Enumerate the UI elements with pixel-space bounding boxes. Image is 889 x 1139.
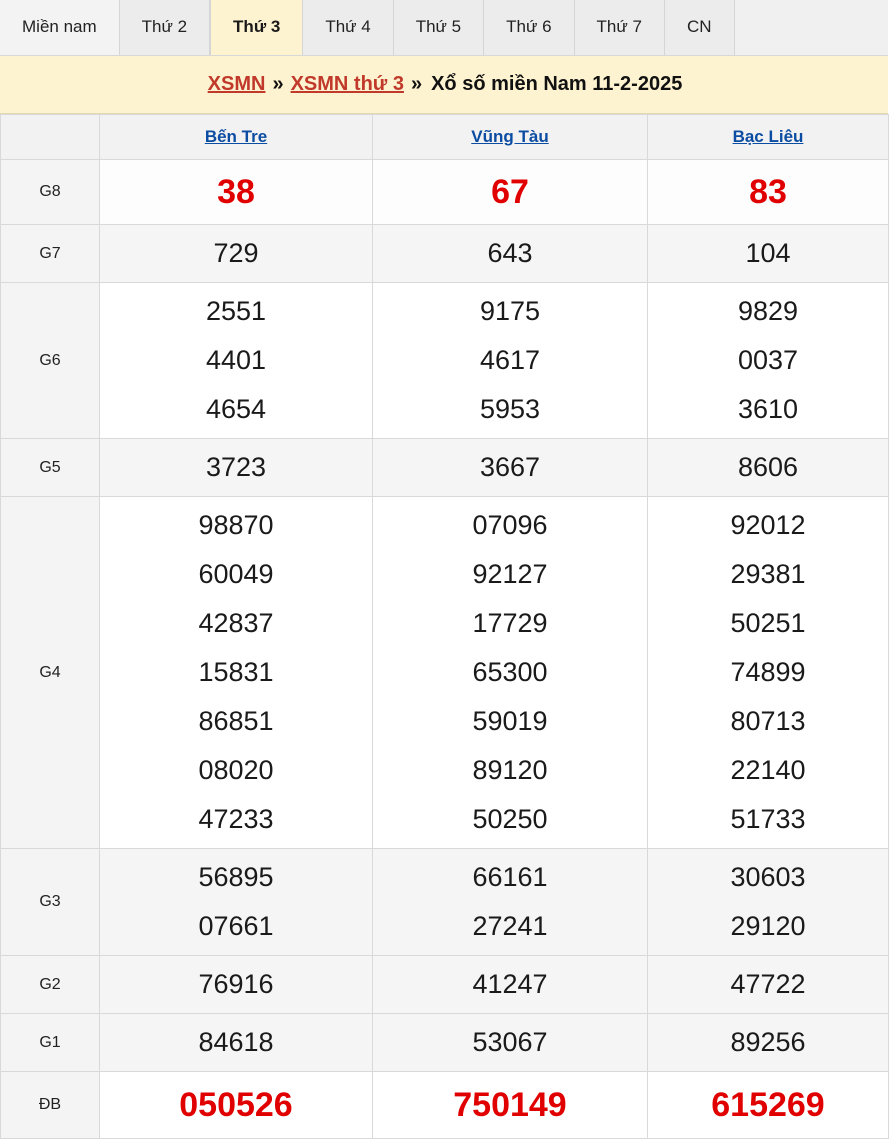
number: 89256 [730,1027,806,1057]
table-row [1,1014,889,1072]
number: 30603 [730,862,806,892]
table-corner-cell [1,115,100,160]
number: 15831 [198,657,274,687]
number: 3667 [479,452,541,482]
tab-cn[interactable] [665,0,735,55]
column-header-ben-tre [100,115,373,160]
province-link-bac-lieu[interactable]: Bạc Liêu [732,127,804,146]
tab-thu-3[interactable] [210,0,303,55]
prize-label: G1 [1,1014,100,1072]
column-header-vung-tau [373,115,648,160]
table-row [1,849,889,956]
number: 615269 [711,1086,825,1124]
prize-numbers [648,160,889,225]
number: 050526 [179,1086,293,1124]
prize-label: G4 [1,497,100,849]
prize-numbers [373,283,648,439]
prize-numbers [100,439,373,497]
number: 74899 [730,657,806,687]
number: 89120 [472,755,548,785]
table-row [1,439,889,497]
number: 66161 [472,862,548,892]
number: 27241 [472,911,548,941]
prize-numbers [648,1014,889,1072]
number: 67 [491,173,529,211]
tab-label: Thứ 6 [506,17,552,36]
number: 50250 [472,804,548,834]
breadcrumb-link-xsmn-thu-3[interactable]: XSMN thứ 3 [290,73,404,95]
number: 42837 [198,608,274,638]
number: 9175 [479,296,541,326]
prize-numbers [648,849,889,956]
number: 4401 [205,345,267,375]
breadcrumb-separator: » [410,73,423,95]
number: 50251 [730,608,806,638]
number: 56895 [198,862,274,892]
number: 643 [487,238,533,268]
prize-numbers [373,439,648,497]
lottery-results-table [0,114,889,1139]
number: 4617 [479,345,541,375]
prize-label: G8 [1,160,100,225]
number: 29381 [730,559,806,589]
prize-numbers [373,956,648,1014]
number: 80713 [730,706,806,736]
number: 22140 [730,755,806,785]
number: 17729 [472,608,548,638]
number: 3610 [737,394,799,424]
prize-numbers [373,225,648,283]
number: 60049 [198,559,274,589]
number: 47233 [198,804,274,834]
prize-numbers [373,1072,648,1139]
tab-thu-5[interactable] [394,0,484,55]
number: 07096 [472,510,548,540]
number: 86851 [198,706,274,736]
number: 4654 [205,394,267,424]
table-row [1,1072,889,1139]
number: 38 [217,173,255,211]
number: 104 [745,238,791,268]
number: 08020 [198,755,274,785]
prize-label: G7 [1,225,100,283]
tab-label: Thứ 4 [325,17,371,36]
number: 98870 [198,510,274,540]
table-row [1,160,889,225]
number: 84618 [198,1027,274,1057]
tab-label: Miền nam [22,17,97,36]
number: 3723 [205,452,267,482]
prize-numbers [373,497,648,849]
tab-label: Thứ 5 [415,17,462,36]
number: 59019 [472,706,548,736]
prize-label: G3 [1,849,100,956]
number: 92012 [730,510,806,540]
table-row [1,497,889,849]
prize-numbers [373,160,648,225]
number: 729 [213,238,259,268]
prize-label: G5 [1,439,100,497]
number: 76916 [198,969,274,999]
number: 83 [749,173,787,211]
province-link-vung-tau[interactable]: Vũng Tàu [471,127,549,146]
prize-label: G2 [1,956,100,1014]
number: 750149 [453,1086,567,1124]
tab-bar [0,0,888,56]
breadcrumb-separator: » [272,73,284,95]
prize-numbers [648,1072,889,1139]
number: 5953 [479,394,541,424]
tab-thu-2[interactable] [120,0,210,55]
tab-label: CN [686,17,712,36]
number: 92127 [472,559,548,589]
prize-numbers [100,283,373,439]
tab-label: Thứ 7 [596,17,642,36]
prize-numbers [100,1072,373,1139]
breadcrumb-current: Xổ số miền Nam 11-2-2025 [431,73,683,95]
prize-numbers [100,225,373,283]
tab-thu-4[interactable] [303,0,393,55]
prize-label: ĐB [1,1072,100,1139]
number: 9829 [737,296,799,326]
table-row [1,225,889,283]
prize-numbers [373,849,648,956]
prize-numbers [648,439,889,497]
number: 41247 [472,969,548,999]
prize-numbers [100,849,373,956]
number: 65300 [472,657,548,687]
prize-numbers [100,956,373,1014]
number: 2551 [205,296,267,326]
table-row [1,956,889,1014]
prize-numbers [100,160,373,225]
prize-numbers [648,956,889,1014]
prize-numbers [100,1014,373,1072]
tab-label: Thứ 2 [141,17,188,36]
prize-numbers [648,283,889,439]
prize-numbers [100,497,373,849]
number: 0037 [737,345,799,375]
number: 29120 [730,911,806,941]
breadcrumb [0,56,888,114]
number: 51733 [730,804,806,834]
prize-label: G6 [1,283,100,439]
number: 07661 [198,911,274,941]
tab-thu-7[interactable] [575,0,665,55]
table-row [1,283,889,439]
prize-numbers [373,1014,648,1072]
tab-thu-6[interactable] [484,0,574,55]
number: 8606 [737,452,799,482]
number: 53067 [472,1027,548,1057]
prize-numbers [648,497,889,849]
prize-numbers [648,225,889,283]
column-header-bac-lieu [648,115,889,160]
province-link-ben-tre[interactable]: Bến Tre [204,127,268,146]
table-header-row [1,115,889,160]
number: 47722 [730,969,806,999]
tab-label: Thứ 3 [233,17,281,36]
tab-mien-nam[interactable] [0,0,120,55]
breadcrumb-link-xsmn[interactable]: XSMN [207,73,266,95]
